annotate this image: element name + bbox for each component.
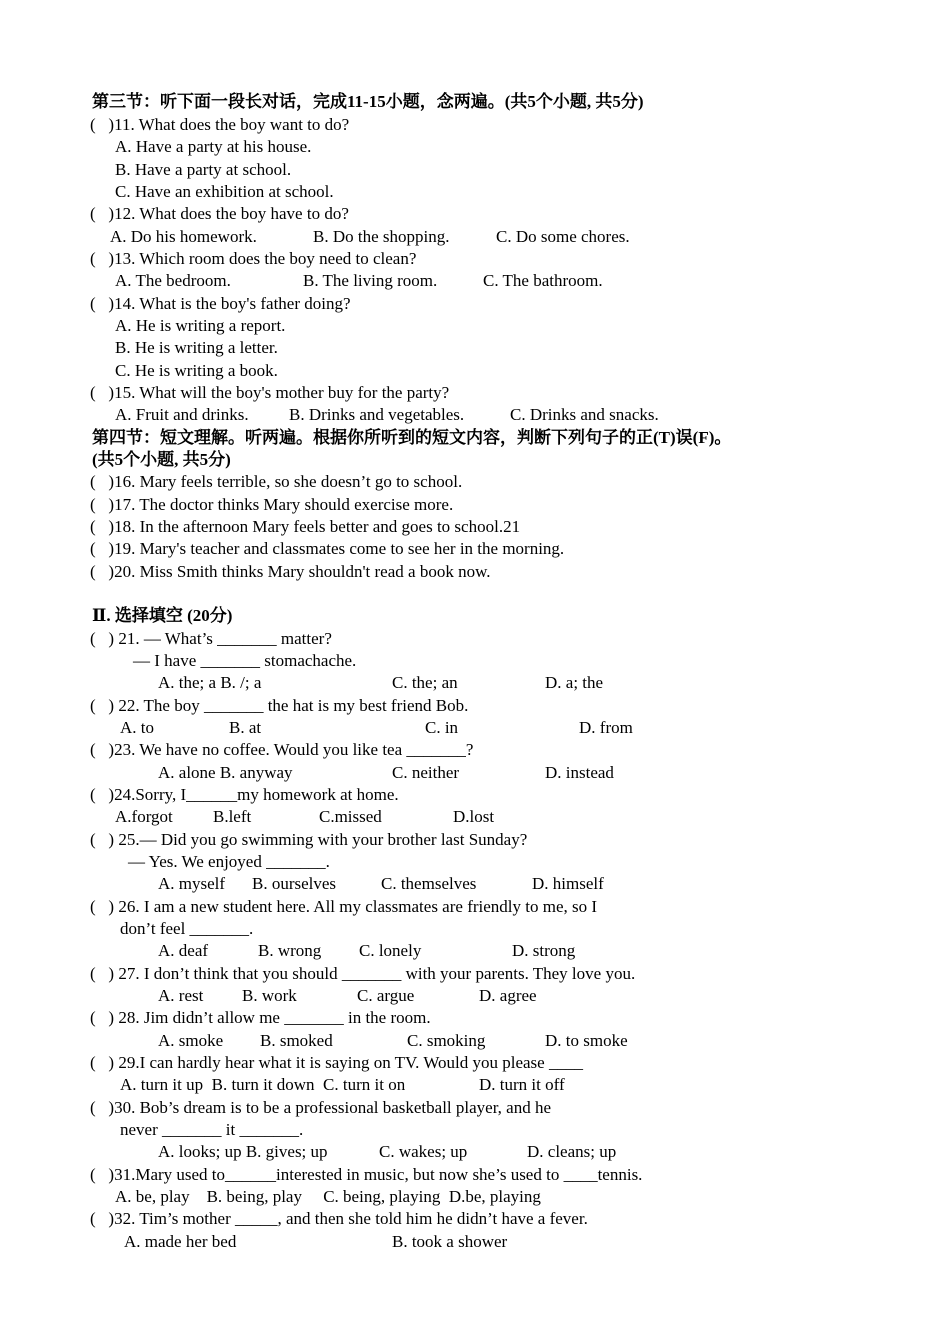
q26-option-d: D. strong <box>512 941 576 960</box>
q16-statement: ( )16. Mary feels terrible, so she doesn’t go to school. <box>90 472 463 491</box>
q14-stem: ( )14. What is the boy's father doing? <box>90 294 351 313</box>
q26-option-c: C. lonely <box>359 941 422 960</box>
q26-option-b: B. wrong <box>258 941 322 960</box>
q12-option-b: B. Do the shopping. <box>313 227 450 246</box>
q30-option-d: D. cleans; up <box>527 1142 617 1161</box>
q25-stem: ( ) 25.— Did you go swimming with your brother last Sunday? <box>90 830 528 849</box>
q31-stem: ( )31.Mary used to______interested in music, but now she’s used to ____tennis. <box>90 1165 643 1184</box>
q21-stem: ( ) 21. — What’s _______ matter? <box>90 629 332 648</box>
q27-option-a: A. rest <box>158 986 204 1005</box>
q11-option-a: A. Have a party at his house. <box>115 137 312 156</box>
q12-option-a: A. Do his homework. <box>110 227 257 246</box>
q24-option-b: B.left <box>213 807 252 826</box>
q15-stem: ( )15. What will the boy's mother buy for the party? <box>90 383 450 402</box>
q28-option-c: C. smoking <box>407 1031 486 1050</box>
q17-statement: ( )17. The doctor thinks Mary should exercise more. <box>90 495 454 514</box>
q22-option-b: B. at <box>229 718 262 737</box>
q11-option-b: B. Have a party at school. <box>115 160 292 179</box>
q30-stem-cont: never _______ it _______. <box>120 1120 304 1139</box>
q27-option-d: D. agree <box>479 986 537 1005</box>
q27-option-c: C. argue <box>357 986 415 1005</box>
q24-option-a: A.forgot <box>115 807 173 826</box>
q30-option-ab: A. looks; up B. gives; up <box>158 1142 328 1161</box>
q25-stem-reply: — Yes. We enjoyed _______. <box>128 852 330 871</box>
q21-stem-reply: — I have _______ stomachache. <box>133 651 357 670</box>
q29-stem: ( ) 29.I can hardly hear what it is saying on TV. Would you please ____ <box>90 1053 583 1072</box>
q14-option-b: B. He is writing a letter. <box>115 338 278 357</box>
q13-stem: ( )13. Which room does the boy need to clean? <box>90 249 417 268</box>
q24-option-c: C.missed <box>319 807 382 826</box>
q13-option-a: A. The bedroom. <box>115 271 231 290</box>
q15-option-c: C. Drinks and snacks. <box>510 405 659 424</box>
q28-option-b: B. smoked <box>260 1031 333 1050</box>
q22-option-a: A. to <box>120 718 154 737</box>
q26-stem-cont: don’t feel _______. <box>120 919 254 938</box>
q15-option-b: B. Drinks and vegetables. <box>289 405 465 424</box>
q25-option-b: B. ourselves <box>252 874 337 893</box>
q14-option-c: C. He is writing a book. <box>115 361 278 380</box>
q12-option-c: C. Do some chores. <box>496 227 630 246</box>
section3-heading: 第三节：听下面一段长对话，完成11-15小题，念两遍。(共5个小题, 共5分) <box>92 92 644 111</box>
q23-option-ab: A. alone B. anyway <box>158 763 293 782</box>
q18-statement: ( )18. In the afternoon Mary feels better and goes to school.21 <box>90 517 521 536</box>
q31-options: A. be, play B. being, play C. being, playing D.be, playing <box>115 1187 541 1206</box>
q28-option-a: A. smoke <box>158 1031 224 1050</box>
part2-heading: Ⅱ. 选择填空 (20分) <box>92 606 233 625</box>
q11-stem: ( )11. What does the boy want to do? <box>90 115 350 134</box>
q14-option-a: A. He is writing a report. <box>115 316 286 335</box>
q27-stem: ( ) 27. I don’t think that you should _______ with your parents. They love you. <box>90 964 636 983</box>
section4-heading-score: (共5个小题, 共5分) <box>92 450 231 469</box>
q25-option-c: C. themselves <box>381 874 477 893</box>
q32-option-b: B. took a shower <box>392 1232 508 1251</box>
q20-statement: ( )20. Miss Smith thinks Mary shouldn't read a book now. <box>90 562 491 581</box>
q23-option-c: C. neither <box>392 763 460 782</box>
q22-option-d: D. from <box>579 718 633 737</box>
q26-option-a: A. deaf <box>158 941 209 960</box>
q25-option-a: A. myself <box>158 874 226 893</box>
q29-option-d: D. turn it off <box>479 1075 565 1094</box>
q21-option-c: C. the; an <box>392 673 458 692</box>
q12-stem: ( )12. What does the boy have to do? <box>90 204 349 223</box>
q11-option-c: C. Have an exhibition at school. <box>115 182 334 201</box>
q28-option-d: D. to smoke <box>545 1031 628 1050</box>
q23-option-d: D. instead <box>545 763 614 782</box>
q22-option-c: C. in <box>425 718 459 737</box>
q32-stem: ( )32. Tim’s mother _____, and then she told him he didn’t have a fever. <box>90 1209 588 1228</box>
q27-option-b: B. work <box>242 986 297 1005</box>
q21-option-d: D. a; the <box>545 673 604 692</box>
q15-option-a: A. Fruit and drinks. <box>115 405 249 424</box>
q23-stem: ( )23. We have no coffee. Would you like tea _______? <box>90 740 474 759</box>
q26-stem: ( ) 26. I am a new student here. All my classmates are friendly to me, so I <box>90 897 598 916</box>
q30-option-c: C. wakes; up <box>379 1142 468 1161</box>
q32-option-a: A. made her bed <box>124 1232 237 1251</box>
q22-stem: ( ) 22. The boy _______ the hat is my best friend Bob. <box>90 696 469 715</box>
q30-stem: ( )30. Bob’s dream is to be a professional basketball player, and he <box>90 1098 552 1117</box>
q19-statement: ( )19. Mary's teacher and classmates come to see her in the morning. <box>90 539 565 558</box>
section4-heading: 第四节：短文理解。听两遍。根据你所听到的短文内容，判断下列句子的正(T)误(F)。 <box>92 428 732 447</box>
q13-option-b: B. The living room. <box>303 271 438 290</box>
q24-stem: ( )24.Sorry, I______my homework at home. <box>90 785 399 804</box>
q21-option-ab: A. the; a B. /; a <box>158 673 262 692</box>
q13-option-c: C. The bathroom. <box>483 271 603 290</box>
q24-option-d: D.lost <box>453 807 495 826</box>
q29-option-abc: A. turn it up B. turn it down C. turn it on <box>120 1075 406 1094</box>
q28-stem: ( ) 28. Jim didn’t allow me _______ in the room. <box>90 1008 431 1027</box>
q25-option-d: D. himself <box>532 874 604 893</box>
